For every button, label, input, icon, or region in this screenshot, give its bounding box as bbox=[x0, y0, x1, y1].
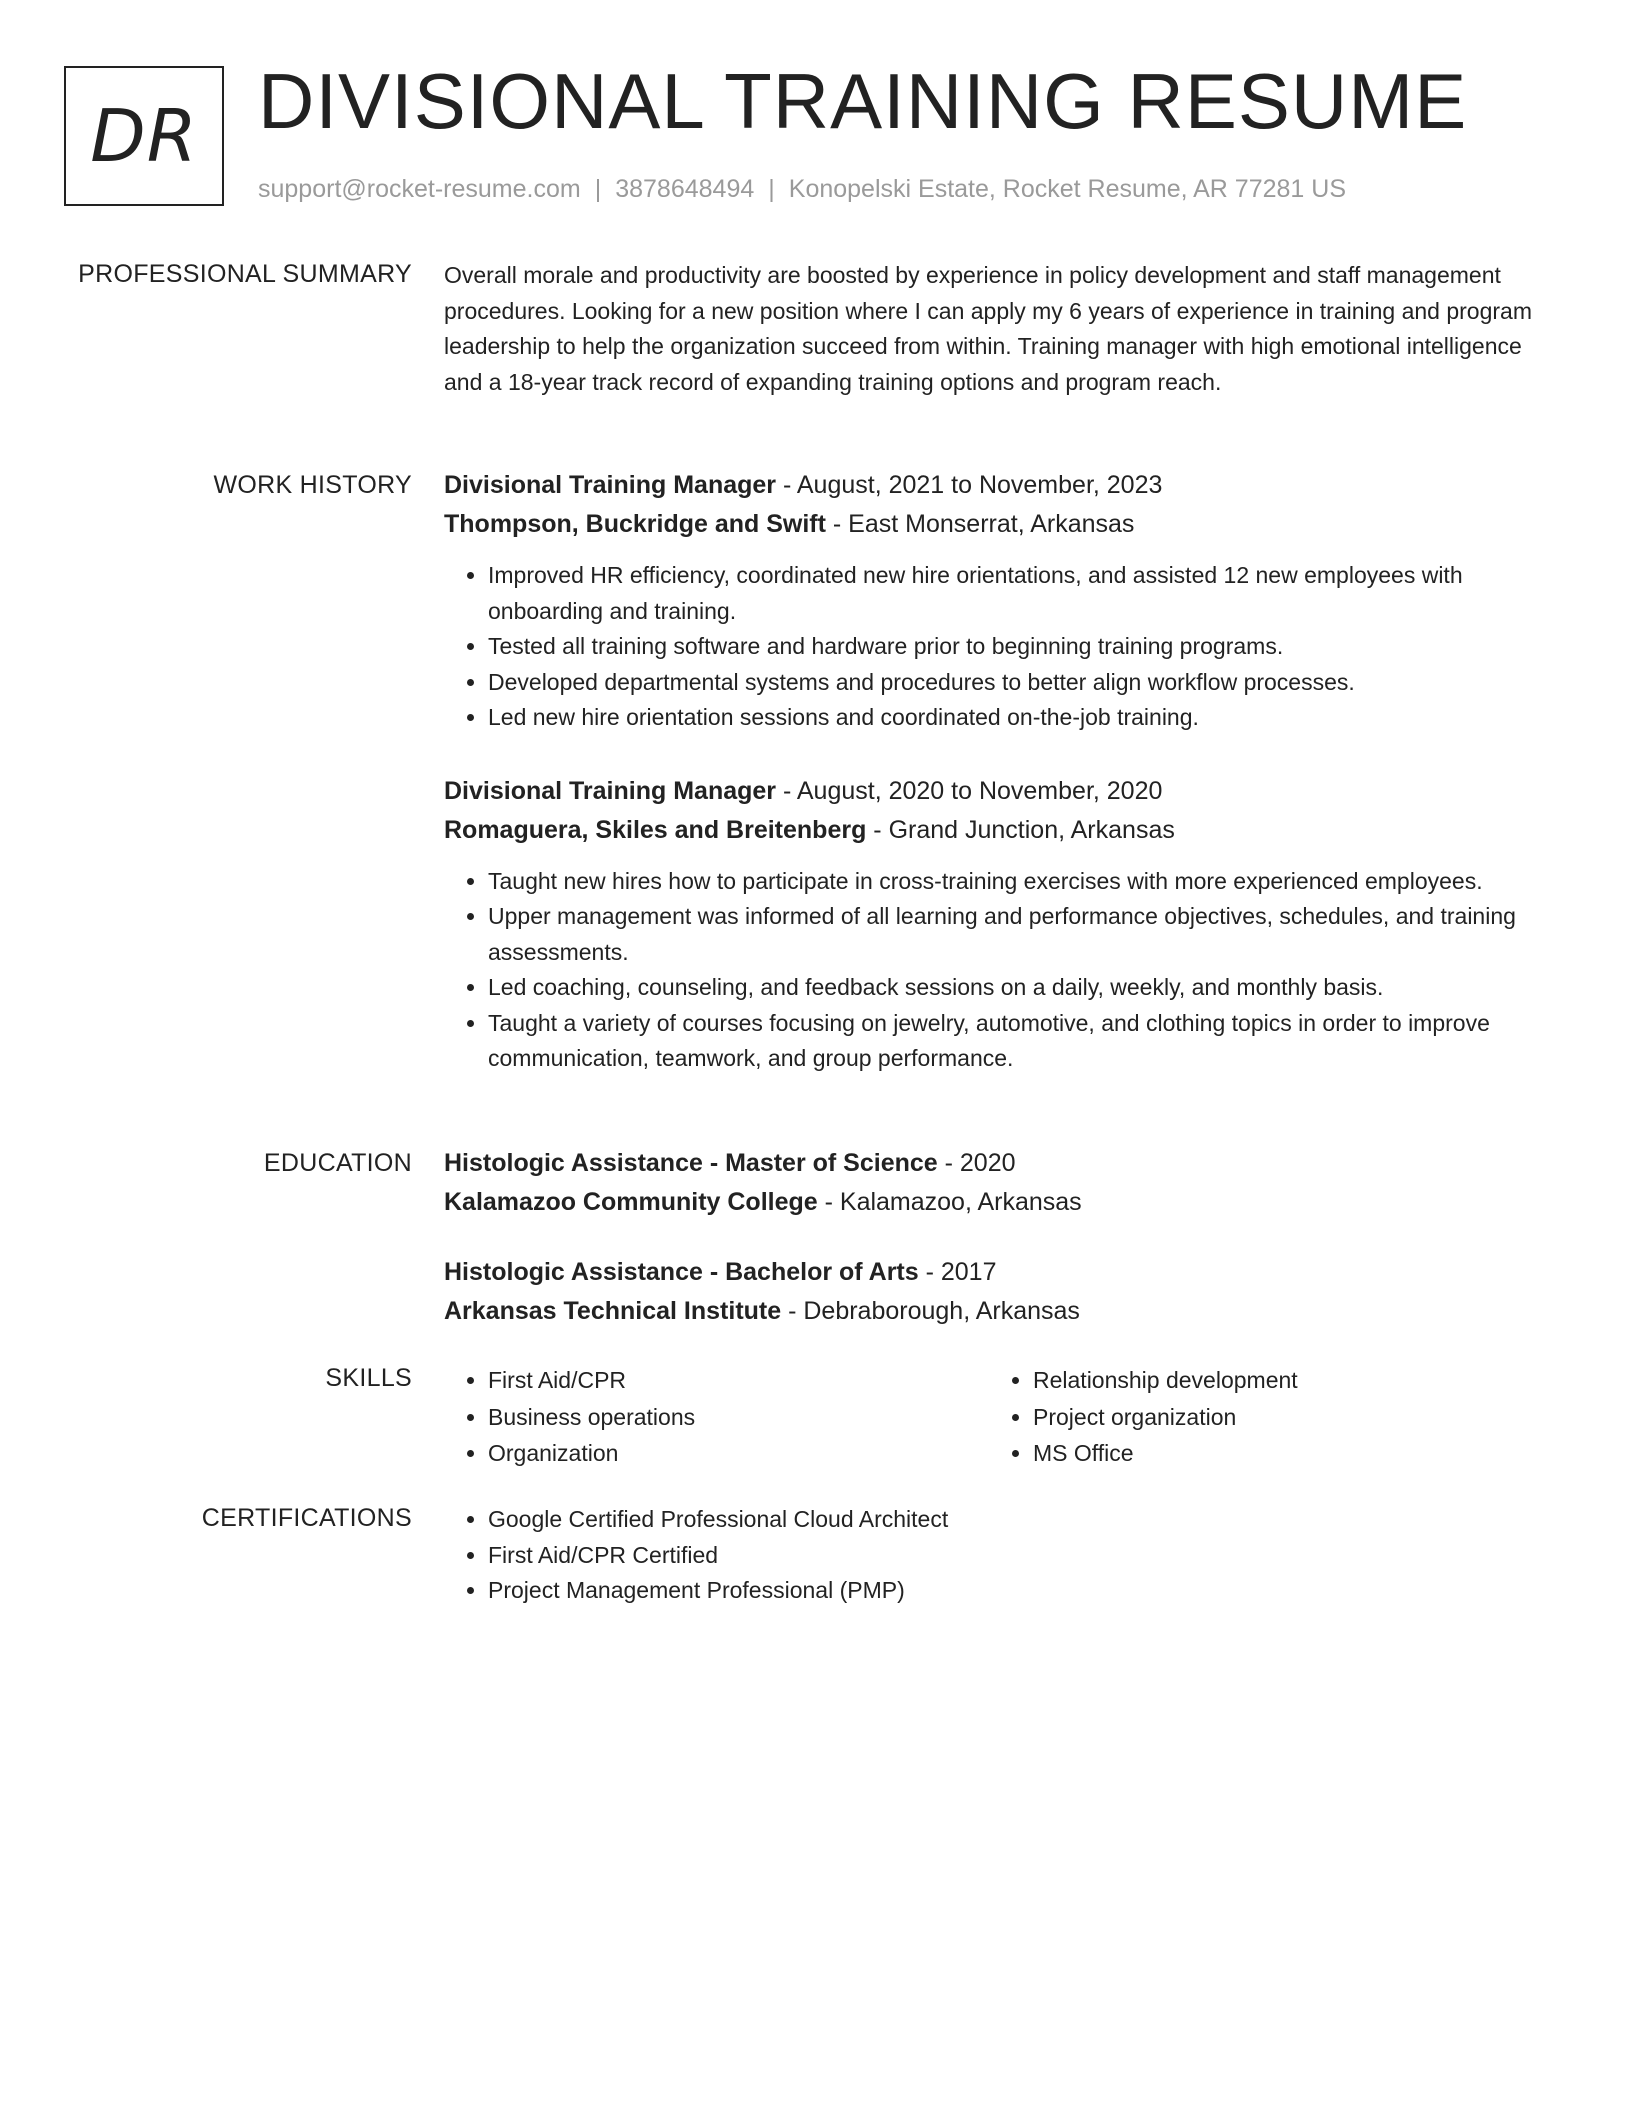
skills-grid bbox=[444, 1362, 1554, 1472]
certifications-body bbox=[444, 1502, 1554, 1609]
job-entry bbox=[444, 772, 1554, 1077]
contact-separator: | bbox=[768, 175, 775, 203]
job-company: Thompson, Buckridge and Swift bbox=[444, 510, 826, 538]
job-company: Romaguera, Skiles and Breitenberg bbox=[444, 815, 867, 844]
job-bullet: • Upper management was informed of all learning and performance objectives, schedules, and training assessments. bbox=[488, 899, 1554, 970]
education-body bbox=[444, 1144, 1554, 1331]
skill-item: • Business operations bbox=[488, 1399, 989, 1436]
contact-address: Konopelski Estate, Rocket Resume, AR 77281 US bbox=[788, 175, 1347, 203]
monogram-box bbox=[64, 66, 224, 206]
skill-item: • Relationship development bbox=[1033, 1362, 1534, 1399]
job-title: Divisional Training Manager bbox=[444, 471, 777, 499]
education-entry bbox=[444, 1253, 1554, 1331]
skill-item: • MS Office bbox=[1033, 1435, 1534, 1472]
section-label-work-history: WORK HISTORY bbox=[213, 471, 412, 499]
job-bullets bbox=[444, 864, 1554, 1077]
job-entry bbox=[444, 466, 1554, 736]
school-location: - Debraborough, Arkansas bbox=[781, 1297, 1080, 1325]
contact-phone: 3878648494 bbox=[615, 175, 755, 203]
school-line bbox=[444, 1183, 1554, 1222]
school-name: Arkansas Technical Institute bbox=[444, 1297, 782, 1325]
skills-body bbox=[444, 1362, 1554, 1472]
certification-item: • Project Management Professional (PMP) bbox=[488, 1573, 1554, 1609]
degree-year: - 2017 bbox=[918, 1258, 997, 1286]
job-company-line bbox=[444, 811, 1554, 850]
job-location: - Grand Junction, Arkansas bbox=[866, 815, 1175, 844]
skill-item: • First Aid/CPR bbox=[488, 1362, 989, 1399]
summary-text: Overall morale and productivity are boosted by experience in policy development and staff management procedures. Looking for a new position where I can apply my 6 years of experience in training and program leadership to help the organization succeed from within. Training manager with high emotional intelligence and a 18-year track record of expanding training options and program reach. bbox=[444, 262, 1532, 395]
skills-list bbox=[444, 1362, 989, 1472]
job-title-line bbox=[444, 772, 1554, 811]
job-bullet: • Led new hire orientation sessions and coordinated on-the-job training. bbox=[488, 700, 1554, 736]
section-label-skills: SKILLS bbox=[325, 1364, 412, 1392]
certification-item: • Google Certified Professional Cloud Architect bbox=[488, 1502, 1554, 1538]
job-bullet: • Taught new hires how to participate in cross-training exercises with more experienced employees. bbox=[488, 864, 1554, 900]
resume-title: DIVISIONAL TRAINING RESUME bbox=[258, 57, 1468, 145]
section-label-certifications: CERTIFICATIONS bbox=[201, 1504, 412, 1532]
certifications-list bbox=[444, 1502, 1554, 1609]
degree-year: - 2020 bbox=[937, 1149, 1016, 1177]
job-bullet: • Improved HR efficiency, coordinated new hire orientations, and assisted 12 new employees with onboarding and training. bbox=[488, 558, 1554, 629]
skill-item: • Project organization bbox=[1033, 1399, 1534, 1436]
school-line bbox=[444, 1292, 1554, 1331]
certification-item: • First Aid/CPR Certified bbox=[488, 1538, 1554, 1574]
job-bullet: • Led coaching, counseling, and feedback sessions on a daily, weekly, and monthly basis. bbox=[488, 970, 1554, 1006]
contact-separator: | bbox=[594, 175, 602, 203]
school-location: - Kalamazoo, Arkansas bbox=[817, 1188, 1082, 1216]
degree-line bbox=[444, 1253, 1554, 1292]
job-title-line bbox=[444, 466, 1554, 505]
skills-column-right bbox=[989, 1362, 1534, 1472]
skill-item: • Organization bbox=[488, 1435, 989, 1472]
degree-name: Histologic Assistance - Bachelor of Arts bbox=[444, 1258, 919, 1286]
skills-list bbox=[989, 1362, 1534, 1472]
job-bullet: • Tested all training software and hardware prior to beginning training programs. bbox=[488, 629, 1554, 665]
job-location: - East Monserrat, Arkansas bbox=[825, 510, 1135, 538]
job-bullet: • Developed departmental systems and procedures to better align workflow processes. bbox=[488, 665, 1554, 701]
school-name: Kalamazoo Community College bbox=[444, 1188, 818, 1216]
section-label-summary: PROFESSIONAL SUMMARY bbox=[78, 260, 412, 288]
job-dates: - August, 2020 to November, 2020 bbox=[776, 776, 1163, 805]
job-dates: - August, 2021 to November, 2023 bbox=[776, 471, 1163, 499]
skills-column-left bbox=[444, 1362, 989, 1472]
job-bullets bbox=[444, 558, 1554, 736]
contact-line bbox=[258, 173, 1346, 205]
contact-email: support@rocket-resume.com bbox=[258, 175, 581, 203]
degree-line bbox=[444, 1144, 1554, 1183]
monogram-initials: DR bbox=[90, 94, 198, 178]
section-label-education: EDUCATION bbox=[263, 1149, 412, 1177]
education-entry bbox=[444, 1144, 1554, 1222]
job-bullet: • Taught a variety of courses focusing on jewelry, automotive, and clothing topics in order to improve communication, teamwork, and group performance. bbox=[488, 1006, 1554, 1077]
job-title: Divisional Training Manager bbox=[444, 776, 777, 805]
degree-name: Histologic Assistance - Master of Science bbox=[444, 1149, 938, 1177]
job-company-line bbox=[444, 505, 1554, 544]
summary-body bbox=[444, 258, 1554, 400]
work-history-body bbox=[444, 466, 1554, 1077]
